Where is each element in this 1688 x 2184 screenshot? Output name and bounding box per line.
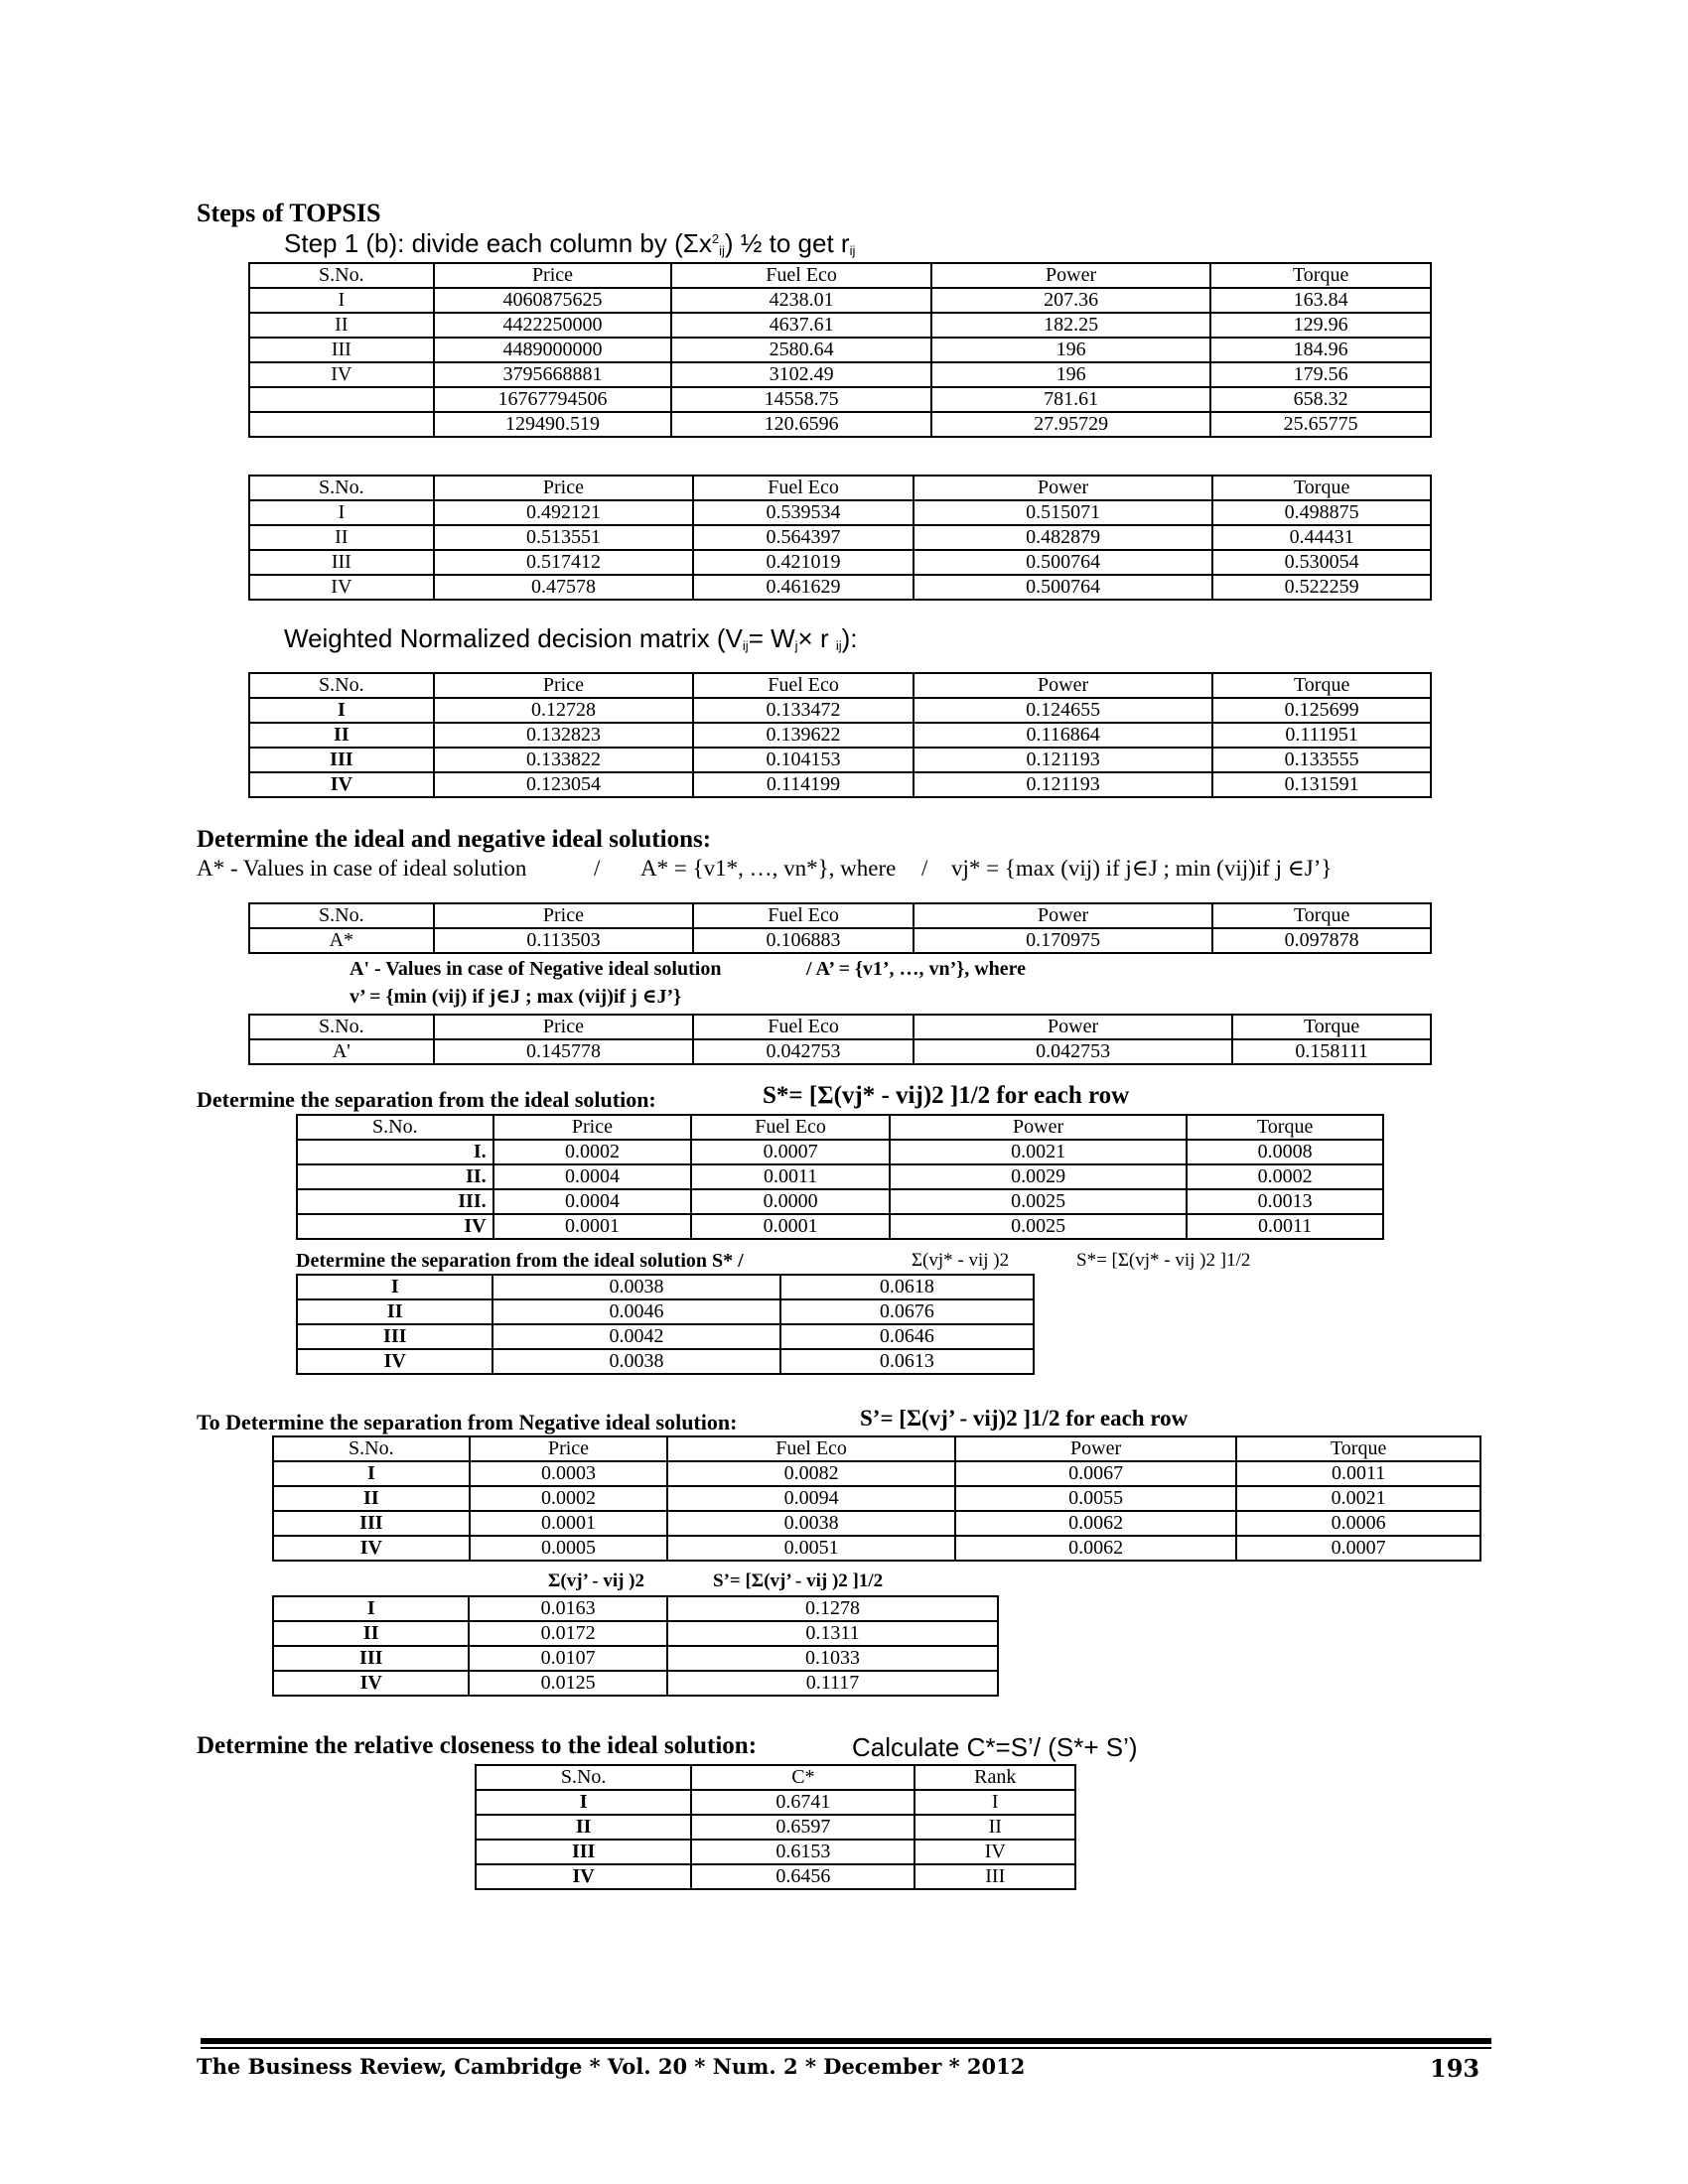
separation-negative-col2: S’= [Σ(vj’ - vij )2 ]1/2 xyxy=(713,1570,884,1591)
table-cell: 0.114199 xyxy=(693,772,914,797)
table-cell: 0.0613 xyxy=(780,1349,1034,1374)
table-cell: 0.564397 xyxy=(693,525,914,550)
table-header-cell: Torque xyxy=(1187,1115,1383,1140)
section-heading-separation-ideal: Determine the separation from the ideal solution: xyxy=(197,1087,656,1112)
footer-rule-thin xyxy=(201,2047,1491,2049)
table-cell: 0.517412 xyxy=(434,550,694,575)
table-cell xyxy=(249,412,434,437)
table-cell: 0.0000 xyxy=(691,1189,890,1214)
table-cell: 0.123054 xyxy=(434,772,694,797)
table-negative-ideal-solution xyxy=(248,1014,1432,1065)
table-cell: 0.0002 xyxy=(493,1140,692,1164)
table-header-cell: Price xyxy=(434,903,694,928)
table-cell: 0.0025 xyxy=(890,1214,1187,1239)
weighted-label: Weighted Normalized decision matrix ($V_{ij}= W_j\times r$ $_{ij}$): xyxy=(284,623,858,653)
table-header-cell: Price xyxy=(434,673,694,698)
table-row xyxy=(273,1536,1480,1561)
table-cell: II xyxy=(273,1621,469,1646)
table-row xyxy=(476,1840,1075,1864)
table-header-cell: Power xyxy=(914,1015,1232,1039)
table-cell: 0.1033 xyxy=(667,1646,998,1671)
table-row xyxy=(249,313,1431,338)
table-cell: 0.0002 xyxy=(1187,1164,1383,1189)
table-header-cell: S.No. xyxy=(249,1015,434,1039)
table-cell: 0.158111 xyxy=(1232,1039,1431,1064)
table-header-cell: Price xyxy=(493,1115,692,1140)
table-cell: 0.133472 xyxy=(693,698,914,723)
table-cell: 0.0038 xyxy=(667,1511,954,1536)
table-header-cell: S.No. xyxy=(476,1765,691,1790)
table-cell: 0.0051 xyxy=(667,1536,954,1561)
table-header-cell: S.No. xyxy=(249,673,434,698)
table-row xyxy=(249,550,1431,575)
table-cell: 0.0042 xyxy=(492,1324,779,1349)
table-row xyxy=(249,362,1431,387)
step1-label: Step 1 (b): divide each column by $(\Sigma x^2_{ij})$ ½ to get $r_{ij}$ xyxy=(284,228,856,258)
table-cell: I xyxy=(273,1596,469,1621)
table-header-row xyxy=(297,1115,1383,1140)
ideal-definition-e: vj* = {max (vij) if j∈J ; min (vij)if j ∈J’} xyxy=(951,856,1333,881)
table-cell: 0.0003 xyxy=(470,1461,668,1486)
table-cell: 0.0172 xyxy=(469,1621,667,1646)
table-relative-closeness xyxy=(475,1764,1076,1890)
table-row xyxy=(249,698,1431,723)
table-cell: 0.522259 xyxy=(1212,575,1431,600)
table-cell: 207.36 xyxy=(931,288,1210,313)
section-heading-steps: Steps of TOPSIS xyxy=(197,199,381,227)
table-cell: II xyxy=(249,525,434,550)
table-cell: 0.113503 xyxy=(434,928,694,953)
table-cell: 182.25 xyxy=(931,313,1210,338)
table-cell: I xyxy=(273,1461,470,1486)
table-row xyxy=(476,1864,1075,1889)
table-cell: 14558.75 xyxy=(671,387,931,412)
table-cell: 4489000000 xyxy=(434,338,672,362)
section-heading-closeness: Determine the relative closeness to the ideal solution: xyxy=(197,1732,758,1759)
table-row xyxy=(249,772,1431,797)
table-cell: III xyxy=(249,550,434,575)
table-cell: 196 xyxy=(931,362,1210,387)
table-row xyxy=(297,1140,1383,1164)
table-header-cell: Price xyxy=(434,263,672,288)
table-header-cell: Fuel Eco xyxy=(693,673,914,698)
table-header-cell: Fuel Eco xyxy=(693,903,914,928)
table-cell: 4238.01 xyxy=(671,288,931,313)
table-cell: 129.96 xyxy=(1210,313,1431,338)
table-cell: 0.124655 xyxy=(914,698,1212,723)
table-cell: II xyxy=(297,1299,492,1324)
table-cell: 0.0676 xyxy=(780,1299,1034,1324)
table-cell: II xyxy=(249,723,434,748)
table-cell: I xyxy=(476,1790,691,1815)
table-header-row xyxy=(249,1015,1431,1039)
table-cell: 27.95729 xyxy=(931,412,1210,437)
table-header-cell: Fuel Eco xyxy=(693,476,914,500)
table-header-cell: Price xyxy=(434,1015,694,1039)
table-row xyxy=(476,1815,1075,1840)
table-cell: 0.0013 xyxy=(1187,1189,1383,1214)
table-cell: 0.145778 xyxy=(434,1039,694,1064)
table-row xyxy=(297,1214,1383,1239)
table-squared-values xyxy=(248,262,1432,438)
table-cell: 0.0021 xyxy=(1236,1486,1480,1511)
table-cell: 16767794506 xyxy=(434,387,672,412)
table-header-cell: S.No. xyxy=(249,903,434,928)
table-cell: 0.530054 xyxy=(1212,550,1431,575)
ideal-definition-c: A* = {v1*, …, vn*}, where xyxy=(640,856,897,881)
table-row xyxy=(273,1671,998,1696)
table-header-row xyxy=(273,1436,1480,1461)
table-cell: 0.482879 xyxy=(914,525,1212,550)
table-cell: 0.0046 xyxy=(492,1299,779,1324)
table-cell: 179.56 xyxy=(1210,362,1431,387)
separation-negative-formula: S’= [Σ(vj’ - vij)2 ]1/2 for each row xyxy=(860,1406,1189,1431)
table-cell: 0.500764 xyxy=(914,550,1212,575)
table-header-cell: Price xyxy=(470,1436,668,1461)
table-cell: III xyxy=(273,1646,469,1671)
table-cell: 0.492121 xyxy=(434,500,694,525)
table-header-cell: Torque xyxy=(1212,476,1431,500)
table-cell: I xyxy=(249,500,434,525)
table-row xyxy=(249,338,1431,362)
table-cell: 0.104153 xyxy=(693,748,914,772)
table-header-row xyxy=(476,1765,1075,1790)
table-cell: III xyxy=(476,1840,691,1864)
table-weighted-matrix xyxy=(248,672,1432,798)
table-row xyxy=(249,1039,1431,1064)
table-cell: 0.132823 xyxy=(434,723,694,748)
table-cell: 0.0618 xyxy=(780,1275,1034,1299)
table-cell: 0.0107 xyxy=(469,1646,667,1671)
table-cell: III xyxy=(297,1324,492,1349)
table-cell: 781.61 xyxy=(931,387,1210,412)
table-header-cell: Power xyxy=(931,263,1210,288)
table-header-cell: C* xyxy=(691,1765,914,1790)
table-cell: 4422250000 xyxy=(434,313,672,338)
table-header-cell: Power xyxy=(914,476,1212,500)
table-row xyxy=(297,1164,1383,1189)
table-row xyxy=(249,575,1431,600)
table-header-cell: Torque xyxy=(1236,1436,1480,1461)
table-header-cell: S.No. xyxy=(297,1115,493,1140)
table-cell: I xyxy=(914,1790,1075,1815)
table-cell: III xyxy=(249,338,434,362)
table-cell: 0.0067 xyxy=(955,1461,1237,1486)
table-header-cell: Torque xyxy=(1210,263,1431,288)
table-cell: 0.461629 xyxy=(693,575,914,600)
step1-tail: ) ½ to get r xyxy=(724,228,850,258)
table-cell: 3102.49 xyxy=(671,362,931,387)
table-cell: III xyxy=(273,1511,470,1536)
table-header-cell: Torque xyxy=(1212,673,1431,698)
table-cell: 184.96 xyxy=(1210,338,1431,362)
table-cell: III. xyxy=(297,1189,493,1214)
table-separation-ideal-totals xyxy=(296,1274,1035,1375)
table-cell: 0.0001 xyxy=(470,1511,668,1536)
table-cell: 0.0646 xyxy=(780,1324,1034,1349)
table-cell: 0.0005 xyxy=(470,1536,668,1561)
table-cell: II xyxy=(476,1815,691,1840)
table-cell: 0.139622 xyxy=(693,723,914,748)
table-row xyxy=(249,723,1431,748)
table-cell: 0.0001 xyxy=(493,1214,692,1239)
table-cell: 0.0038 xyxy=(492,1275,779,1299)
table-header-cell: Power xyxy=(955,1436,1237,1461)
table-cell: 0.0001 xyxy=(691,1214,890,1239)
table-cell: IV xyxy=(476,1864,691,1889)
negative-ideal-rule: v’ = {min (vij) if j∈J ; max (vij)if j ∈J’} xyxy=(350,986,682,1008)
table-cell: 0.0002 xyxy=(470,1486,668,1511)
table-normalized-matrix xyxy=(248,475,1432,601)
table-cell: II. xyxy=(297,1164,493,1189)
table-cell: 0.125699 xyxy=(1212,698,1431,723)
table-row xyxy=(273,1646,998,1671)
table-row xyxy=(297,1275,1034,1299)
table-separation-negative-squares xyxy=(272,1435,1481,1562)
table-header-cell: Rank xyxy=(914,1765,1075,1790)
table-row xyxy=(249,748,1431,772)
table-cell: 0.0055 xyxy=(955,1486,1237,1511)
table-row xyxy=(273,1621,998,1646)
table-cell: I xyxy=(297,1275,492,1299)
table-header-cell: Power xyxy=(890,1115,1187,1140)
table-cell: 0.515071 xyxy=(914,500,1212,525)
table-cell: 0.539534 xyxy=(693,500,914,525)
separation-ideal-col2: S*= [Σ(vj* - vij )2 ]1/2 xyxy=(1076,1250,1251,1271)
table-cell: III xyxy=(249,748,434,772)
table-header-cell: S.No. xyxy=(249,263,434,288)
table-cell: 0.0004 xyxy=(493,1189,692,1214)
table-row xyxy=(273,1596,998,1621)
table-cell: 0.500764 xyxy=(914,575,1212,600)
table-cell: 0.042753 xyxy=(693,1039,914,1064)
table-header-cell: S.No. xyxy=(273,1436,470,1461)
table-cell: 0.47578 xyxy=(434,575,694,600)
table-row xyxy=(249,500,1431,525)
table-header-cell: Torque xyxy=(1232,1015,1431,1039)
table-cell: III xyxy=(914,1864,1075,1889)
table-cell: 658.32 xyxy=(1210,387,1431,412)
table-cell: 0.0082 xyxy=(667,1461,954,1486)
table-header-cell: Power xyxy=(914,673,1212,698)
table-cell: 0.116864 xyxy=(914,723,1212,748)
table-cell: 4060875625 xyxy=(434,288,672,313)
table-row xyxy=(249,412,1431,437)
table-cell: 0.12728 xyxy=(434,698,694,723)
table-row xyxy=(249,928,1431,953)
table-cell: 0.0011 xyxy=(691,1164,890,1189)
table-row xyxy=(297,1349,1034,1374)
table-header-cell: Fuel Eco xyxy=(671,263,931,288)
table-cell: IV xyxy=(914,1840,1075,1864)
table-cell: I xyxy=(249,288,434,313)
ideal-definition-d: / xyxy=(921,856,928,881)
table-cell: 0.106883 xyxy=(693,928,914,953)
table-cell: A' xyxy=(249,1039,434,1064)
table-header-cell: Power xyxy=(914,903,1212,928)
ideal-definition-a: A* - Values in case of ideal solution xyxy=(197,856,527,881)
table-cell: A* xyxy=(249,928,434,953)
table-cell: 0.1117 xyxy=(667,1671,998,1696)
table-cell: 0.170975 xyxy=(914,928,1212,953)
table-cell: 196 xyxy=(931,338,1210,362)
table-cell: 0.6597 xyxy=(691,1815,914,1840)
table-cell: 0.0008 xyxy=(1187,1140,1383,1164)
negative-ideal-definition-b: / A’ = {v1’, …, vn’}, where xyxy=(806,958,1027,980)
table-cell: 0.0163 xyxy=(469,1596,667,1621)
table-cell: 120.6596 xyxy=(671,412,931,437)
table-cell: 0.121193 xyxy=(914,748,1212,772)
footer-page-number: 193 xyxy=(1430,2054,1480,2083)
section-heading-separation-negative: To Determine the separation from Negative ideal solution: xyxy=(197,1410,738,1434)
table-cell: II xyxy=(273,1486,470,1511)
table-cell: 0.0094 xyxy=(667,1486,954,1511)
footer-journal: The Business Review, Cambridge * Vol. 20 * Num. 2 * December * 2012 xyxy=(197,2054,1026,2079)
step1-text: Step 1 (b): divide each column by (Σx xyxy=(284,228,712,258)
table-row xyxy=(249,387,1431,412)
table-cell: 0.0021 xyxy=(890,1140,1187,1164)
table-header-row xyxy=(249,476,1431,500)
table-cell: 3795668881 xyxy=(434,362,672,387)
table-cell: IV xyxy=(273,1671,469,1696)
closeness-formula: Calculate C*=S’/ (S*+ S’) xyxy=(852,1732,1138,1762)
table-header-cell: Fuel Eco xyxy=(693,1015,914,1039)
table-cell: 0.0007 xyxy=(691,1140,890,1164)
table-cell: 0.0004 xyxy=(493,1164,692,1189)
separation-ideal-formula: S*= [Σ(vj* - vij)2 ]1/2 for each row xyxy=(763,1082,1130,1109)
table-header-row xyxy=(249,263,1431,288)
table-cell: 0.111951 xyxy=(1212,723,1431,748)
table-separation-negative-totals xyxy=(272,1595,999,1697)
table-cell: I. xyxy=(297,1140,493,1164)
section-heading-ideal: Determine the ideal and negative ideal solutions: xyxy=(197,826,712,853)
table-cell: IV xyxy=(297,1214,493,1239)
separation-negative-col1: Σ(vj’ - vij )2 xyxy=(548,1570,645,1591)
table-header-cell: Fuel Eco xyxy=(667,1436,954,1461)
table-cell: 0.513551 xyxy=(434,525,694,550)
table-header-cell: Torque xyxy=(1212,903,1431,928)
table-header-row xyxy=(249,673,1431,698)
table-cell: IV xyxy=(249,362,434,387)
table-header-cell: S.No. xyxy=(249,476,434,500)
ideal-definition-b: / xyxy=(594,856,601,881)
table-row xyxy=(249,288,1431,313)
table-cell: 0.0125 xyxy=(469,1671,667,1696)
table-row xyxy=(297,1324,1034,1349)
table-header-cell: Fuel Eco xyxy=(691,1115,890,1140)
table-cell: 0.6456 xyxy=(691,1864,914,1889)
table-cell: IV xyxy=(249,772,434,797)
table-cell: 0.44431 xyxy=(1212,525,1431,550)
table-cell: 0.421019 xyxy=(693,550,914,575)
table-cell: 2580.64 xyxy=(671,338,931,362)
table-cell: 0.0029 xyxy=(890,1164,1187,1189)
footer-rule-thick xyxy=(201,2038,1491,2044)
table-cell: 0.1311 xyxy=(667,1621,998,1646)
table-separation-ideal-squares xyxy=(296,1114,1384,1240)
table-cell: 0.498875 xyxy=(1212,500,1431,525)
table-cell: 0.6153 xyxy=(691,1840,914,1864)
table-header-row xyxy=(249,903,1431,928)
table-row xyxy=(249,525,1431,550)
table-cell: 0.097878 xyxy=(1212,928,1431,953)
table-cell: 163.84 xyxy=(1210,288,1431,313)
table-header-cell: Price xyxy=(434,476,694,500)
separation-ideal-col1: Σ(vj* - vij )2 xyxy=(912,1250,1010,1271)
table-row xyxy=(297,1189,1383,1214)
table-row xyxy=(297,1299,1034,1324)
table-cell xyxy=(249,387,434,412)
table-cell: I xyxy=(249,698,434,723)
table-cell: 0.0007 xyxy=(1236,1536,1480,1561)
table-ideal-solution xyxy=(248,902,1432,954)
table-row xyxy=(273,1486,1480,1511)
table-cell: 0.131591 xyxy=(1212,772,1431,797)
separation-ideal-subheading: Determine the separation from the ideal solution S* / xyxy=(296,1250,744,1272)
table-cell: IV xyxy=(249,575,434,600)
table-cell: 0.133822 xyxy=(434,748,694,772)
table-cell: II xyxy=(914,1815,1075,1840)
table-row xyxy=(273,1461,1480,1486)
table-cell: 4637.61 xyxy=(671,313,931,338)
weighted-text: Weighted Normalized decision matrix (V xyxy=(284,623,743,653)
table-cell: 0.0062 xyxy=(955,1536,1237,1561)
negative-ideal-definition: A' - Values in case of Negative ideal solution xyxy=(350,958,722,980)
table-cell: 0.0038 xyxy=(492,1349,779,1374)
table-cell: 0.121193 xyxy=(914,772,1212,797)
table-cell: II xyxy=(249,313,434,338)
table-cell: 0.133555 xyxy=(1212,748,1431,772)
table-cell: 0.042753 xyxy=(914,1039,1232,1064)
table-row xyxy=(476,1790,1075,1815)
table-cell: 0.0062 xyxy=(955,1511,1237,1536)
table-cell: 0.0025 xyxy=(890,1189,1187,1214)
table-cell: 0.0006 xyxy=(1236,1511,1480,1536)
table-cell: 129490.519 xyxy=(434,412,672,437)
table-cell: 0.0011 xyxy=(1187,1214,1383,1239)
table-row xyxy=(273,1511,1480,1536)
table-cell: 25.65775 xyxy=(1210,412,1431,437)
table-cell: 0.6741 xyxy=(691,1790,914,1815)
table-cell: IV xyxy=(297,1349,492,1374)
table-cell: IV xyxy=(273,1536,470,1561)
table-cell: 0.0011 xyxy=(1236,1461,1480,1486)
table-cell: 0.1278 xyxy=(667,1596,998,1621)
